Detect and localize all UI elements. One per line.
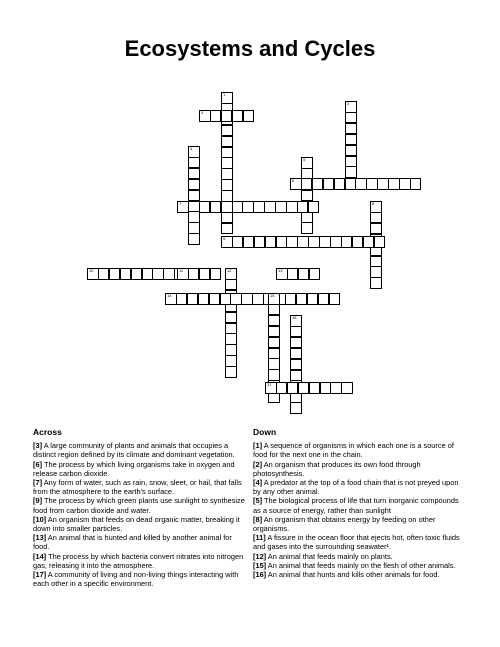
grid-cell[interactable] bbox=[345, 134, 357, 146]
grid-cell[interactable] bbox=[188, 211, 200, 223]
grid-cell[interactable] bbox=[221, 125, 233, 137]
grid-cell[interactable] bbox=[287, 382, 299, 394]
grid-cell[interactable] bbox=[221, 110, 233, 122]
grid-cell[interactable] bbox=[241, 293, 253, 305]
grid-cell[interactable] bbox=[221, 168, 233, 180]
across-clues bbox=[33, 428, 248, 588]
grid-cell[interactable] bbox=[188, 157, 200, 169]
grid-cell[interactable] bbox=[286, 236, 298, 248]
clue-number: [10] bbox=[33, 514, 47, 524]
grid-cell[interactable] bbox=[230, 293, 242, 305]
down-clue bbox=[253, 552, 468, 561]
clue-text: A sequence of organisms in which each one is a source of food for the next one in the chain. bbox=[253, 441, 454, 460]
grid-cell[interactable] bbox=[221, 147, 233, 159]
grid-cell[interactable] bbox=[290, 402, 302, 414]
grid-cell[interactable] bbox=[345, 112, 357, 124]
clue-text: The process by which green plants use sunlight to synthesize food from carbon dioxide and water. bbox=[33, 496, 245, 515]
cell-number: 1 bbox=[223, 92, 226, 97]
grid-cell[interactable] bbox=[290, 315, 302, 327]
grid-cell[interactable] bbox=[352, 236, 364, 248]
across-clue bbox=[33, 460, 248, 478]
across-header: Across bbox=[33, 427, 62, 437]
grid-cell[interactable] bbox=[268, 304, 280, 316]
clue-text: An organism that produces its own food through photosynthesis. bbox=[253, 459, 421, 478]
grid-cell[interactable] bbox=[210, 268, 222, 280]
grid-cell[interactable] bbox=[308, 236, 320, 248]
grid-cell[interactable] bbox=[298, 382, 310, 394]
grid-cell[interactable] bbox=[187, 293, 199, 305]
down-clue bbox=[253, 515, 468, 533]
grid-cell[interactable] bbox=[209, 293, 221, 305]
clue-number: [6] bbox=[33, 459, 43, 469]
grid-cell[interactable] bbox=[374, 236, 386, 248]
clue-text: The process by which bacteria convert nitrates into nitrogen gas, releasing it into the atmosphere. bbox=[33, 551, 244, 570]
grid-cell[interactable] bbox=[345, 101, 357, 113]
grid-cell[interactable] bbox=[268, 293, 280, 305]
grid-cell[interactable] bbox=[312, 178, 324, 190]
grid-cell[interactable] bbox=[345, 145, 357, 157]
cell-number: 2 bbox=[347, 101, 350, 106]
clue-number: [11] bbox=[253, 533, 266, 543]
grid-cell[interactable] bbox=[225, 323, 237, 335]
across-clue bbox=[33, 496, 248, 514]
grid-cell[interactable] bbox=[225, 366, 237, 378]
page-title: Ecosystems and Cycles bbox=[124, 36, 376, 61]
grid-cell[interactable] bbox=[296, 293, 308, 305]
grid-cell[interactable] bbox=[388, 178, 400, 190]
grid-cell[interactable] bbox=[188, 201, 200, 213]
grid-cell[interactable] bbox=[264, 201, 276, 213]
grid-cell[interactable] bbox=[243, 110, 255, 122]
grid-cell[interactable] bbox=[370, 256, 382, 268]
grid-cell[interactable] bbox=[188, 179, 200, 191]
grid-cell[interactable] bbox=[232, 110, 244, 122]
grid-cell[interactable] bbox=[301, 157, 313, 169]
grid-cell[interactable] bbox=[286, 201, 298, 213]
down-clue bbox=[253, 441, 468, 459]
cell-number: 14 bbox=[167, 293, 172, 298]
clue-text: Any form of water, such as rain, snow, sleet, or hail, that falls from the atmosphere to the earth's surface. bbox=[33, 478, 242, 497]
across-clue bbox=[33, 515, 248, 533]
grid-cell[interactable] bbox=[225, 312, 237, 324]
grid-cell[interactable] bbox=[268, 315, 280, 327]
grid-cell[interactable] bbox=[345, 156, 357, 168]
clue-number: [12] bbox=[253, 551, 267, 561]
grid-cell[interactable] bbox=[285, 293, 297, 305]
grid-cell[interactable] bbox=[330, 236, 342, 248]
grid-cell[interactable] bbox=[199, 110, 211, 122]
grid-cell[interactable] bbox=[275, 201, 287, 213]
clue-number: [9] bbox=[33, 496, 43, 506]
grid-cell[interactable] bbox=[319, 236, 331, 248]
clue-number: [13] bbox=[33, 533, 47, 543]
grid-cell[interactable] bbox=[318, 293, 330, 305]
grid-cell[interactable] bbox=[221, 223, 233, 235]
grid-cell[interactable] bbox=[276, 268, 288, 280]
grid-cell[interactable] bbox=[265, 236, 277, 248]
grid-cell[interactable] bbox=[188, 146, 200, 158]
grid-cell[interactable] bbox=[268, 348, 280, 360]
down-clue bbox=[253, 496, 468, 514]
grid-cell[interactable] bbox=[298, 268, 310, 280]
across-clue bbox=[33, 570, 248, 588]
grid-cell[interactable] bbox=[225, 268, 237, 280]
grid-cell[interactable] bbox=[152, 268, 164, 280]
cell-number: 17 bbox=[267, 382, 272, 387]
grid-cell[interactable] bbox=[176, 293, 188, 305]
clue-text: A community of living and non-living things interacting with each other in a specific environment. bbox=[33, 570, 239, 589]
grid-cell[interactable] bbox=[366, 178, 378, 190]
grid-cell[interactable] bbox=[254, 236, 266, 248]
grid-cell[interactable] bbox=[290, 348, 302, 360]
grid-cell[interactable] bbox=[225, 279, 237, 291]
grid-cell[interactable] bbox=[265, 382, 277, 394]
grid-cell[interactable] bbox=[188, 268, 200, 280]
grid-cell[interactable] bbox=[221, 212, 233, 224]
grid-cell[interactable] bbox=[225, 355, 237, 367]
grid-cell[interactable] bbox=[243, 236, 255, 248]
down-clues bbox=[253, 428, 468, 579]
grid-cell[interactable] bbox=[309, 268, 321, 280]
cell-number: 10 bbox=[89, 268, 94, 273]
grid-cell[interactable] bbox=[345, 123, 357, 135]
clue-text: The biological process of life that turn inorganic compounds as a source of energy, rather than sunlight bbox=[253, 496, 459, 515]
grid-cell[interactable] bbox=[410, 178, 422, 190]
grid-cell[interactable] bbox=[290, 359, 302, 371]
grid-cell[interactable] bbox=[290, 178, 302, 190]
grid-cell[interactable] bbox=[290, 326, 302, 338]
clue-number: [1] bbox=[253, 441, 263, 451]
clue-number: [14] bbox=[33, 551, 47, 561]
grid-cell[interactable] bbox=[242, 201, 254, 213]
grid-cell[interactable] bbox=[221, 190, 233, 202]
grid-cell[interactable] bbox=[268, 337, 280, 349]
grid-cell[interactable] bbox=[308, 201, 320, 213]
grid-cell[interactable] bbox=[220, 293, 232, 305]
grid-cell[interactable] bbox=[307, 293, 319, 305]
grid-cell[interactable] bbox=[370, 223, 382, 235]
cell-number: 8 bbox=[372, 201, 375, 206]
grid-cell[interactable] bbox=[87, 268, 99, 280]
grid-cell[interactable] bbox=[253, 201, 265, 213]
grid-cell[interactable] bbox=[363, 236, 375, 248]
cell-number: 7 bbox=[179, 201, 182, 206]
clue-text: An animal that hunts and kills other animals for food. bbox=[266, 570, 440, 580]
grid-cell[interactable] bbox=[232, 236, 244, 248]
cell-number: 5 bbox=[303, 157, 306, 162]
grid-cell[interactable] bbox=[225, 333, 237, 345]
grid-cell[interactable] bbox=[199, 201, 211, 213]
grid-cell[interactable] bbox=[188, 168, 200, 180]
grid-cell[interactable] bbox=[297, 201, 309, 213]
clue-text: An organism that feeds on dead organic matter, breaking it down into smaller particles. bbox=[33, 514, 240, 534]
grid-cell[interactable] bbox=[120, 268, 132, 280]
grid-cell[interactable] bbox=[341, 382, 353, 394]
grid-cell[interactable] bbox=[287, 268, 299, 280]
grid-cell[interactable] bbox=[252, 293, 264, 305]
clue-number: [17] bbox=[33, 570, 47, 580]
grid-cell[interactable] bbox=[210, 201, 222, 213]
grid-cell[interactable] bbox=[163, 268, 175, 280]
down-clue bbox=[253, 460, 468, 478]
down-clue bbox=[253, 533, 468, 551]
grid-cell[interactable] bbox=[221, 179, 233, 191]
grid-cell[interactable] bbox=[329, 293, 341, 305]
cell-number: 13 bbox=[278, 268, 283, 273]
grid-cell[interactable] bbox=[301, 178, 313, 190]
grid-cell[interactable] bbox=[370, 212, 382, 224]
grid-cell[interactable] bbox=[301, 190, 313, 202]
grid-cell[interactable] bbox=[232, 201, 244, 213]
clue-number: [5] bbox=[253, 496, 263, 506]
clue-text: An animal that feeds mainly on plants. bbox=[266, 551, 393, 561]
grid-cell[interactable] bbox=[290, 370, 302, 382]
down-clue bbox=[253, 570, 468, 579]
grid-cell[interactable] bbox=[399, 178, 411, 190]
grid-cell[interactable] bbox=[345, 166, 357, 178]
grid-cell[interactable] bbox=[268, 326, 280, 338]
grid-cell[interactable] bbox=[309, 382, 321, 394]
grid-cell[interactable] bbox=[109, 268, 121, 280]
grid-cell[interactable] bbox=[301, 222, 313, 234]
grid-cell[interactable] bbox=[142, 268, 154, 280]
clue-number: [4] bbox=[253, 478, 263, 488]
grid-cell[interactable] bbox=[177, 201, 189, 213]
grid-cell[interactable] bbox=[165, 293, 177, 305]
grid-cell[interactable] bbox=[334, 178, 346, 190]
grid-cell[interactable] bbox=[370, 266, 382, 278]
clue-number: [2] bbox=[253, 459, 263, 469]
grid-cell[interactable] bbox=[370, 277, 382, 289]
clue-text: An animal that feeds mainly on the flesh of other animals. bbox=[266, 560, 456, 570]
grid-cell[interactable] bbox=[221, 157, 233, 169]
across-clue bbox=[33, 441, 248, 459]
grid-cell[interactable] bbox=[210, 110, 222, 122]
grid-cell[interactable] bbox=[221, 92, 233, 104]
clue-number: [8] bbox=[253, 514, 263, 524]
grid-cell[interactable] bbox=[221, 236, 233, 248]
grid-cell[interactable] bbox=[276, 236, 288, 248]
clue-number: [3] bbox=[33, 441, 43, 451]
grid-cell[interactable] bbox=[297, 236, 309, 248]
clue-text: A fissure in the ocean floor that ejects hot, often toxic fluids and gases into the surrounding seawater¹. bbox=[253, 533, 460, 552]
grid-cell[interactable] bbox=[355, 178, 367, 190]
grid-cell[interactable] bbox=[221, 136, 233, 148]
grid-cell[interactable] bbox=[188, 190, 200, 202]
clue-text: A large community of plants and animals that occupies a distinct region defined by its climate and dominant vegetation. bbox=[33, 441, 235, 460]
grid-cell[interactable] bbox=[341, 236, 353, 248]
clue-number: [15] bbox=[253, 560, 267, 570]
grid-cell[interactable] bbox=[320, 382, 332, 394]
grid-cell[interactable] bbox=[198, 293, 210, 305]
clue-text: An organism that obtains energy by feeding on other organisms. bbox=[253, 514, 436, 534]
grid-cell[interactable] bbox=[268, 358, 280, 370]
grid-cell[interactable] bbox=[301, 212, 313, 224]
grid-cell[interactable] bbox=[199, 268, 211, 280]
grid-cell[interactable] bbox=[330, 382, 342, 394]
grid-cell[interactable] bbox=[225, 344, 237, 356]
down-clue bbox=[253, 561, 468, 570]
grid-cell[interactable] bbox=[131, 268, 143, 280]
cell-number: 4 bbox=[190, 146, 193, 151]
across-clue bbox=[33, 478, 248, 496]
grid-cell[interactable] bbox=[177, 268, 189, 280]
across-clue bbox=[33, 552, 248, 570]
cell-number: 11 bbox=[179, 268, 184, 273]
cell-number: 9 bbox=[223, 236, 226, 241]
grid-cell[interactable] bbox=[345, 178, 357, 190]
cell-number: 16 bbox=[292, 315, 297, 320]
cell-number: 12 bbox=[227, 268, 232, 273]
grid-cell[interactable] bbox=[268, 369, 280, 381]
grid-cell[interactable] bbox=[188, 233, 200, 245]
cell-number: 15 bbox=[270, 293, 275, 298]
clue-text: The process by which living organisms take in oxygen and release carbon dioxide. bbox=[33, 459, 235, 478]
down-header: Down bbox=[253, 427, 277, 437]
grid-cell[interactable] bbox=[377, 178, 389, 190]
grid-cell[interactable] bbox=[276, 382, 288, 394]
grid-cell[interactable] bbox=[98, 268, 110, 280]
clue-number: [16] bbox=[253, 570, 267, 580]
grid-cell[interactable] bbox=[188, 222, 200, 234]
clue-number: [7] bbox=[33, 478, 43, 488]
cell-number: 6 bbox=[292, 178, 295, 183]
grid-cell[interactable] bbox=[370, 201, 382, 213]
clue-text: An animal that is hunted and killed by another animal for food. bbox=[33, 533, 232, 552]
cell-number: 3 bbox=[201, 110, 204, 115]
grid-cell[interactable] bbox=[290, 337, 302, 349]
clue-text: A predator at the top of a food chain that is not preyed upon by any other animal. bbox=[253, 478, 459, 497]
across-clue bbox=[33, 533, 248, 551]
down-clue bbox=[253, 478, 468, 496]
grid-cell[interactable] bbox=[323, 178, 335, 190]
